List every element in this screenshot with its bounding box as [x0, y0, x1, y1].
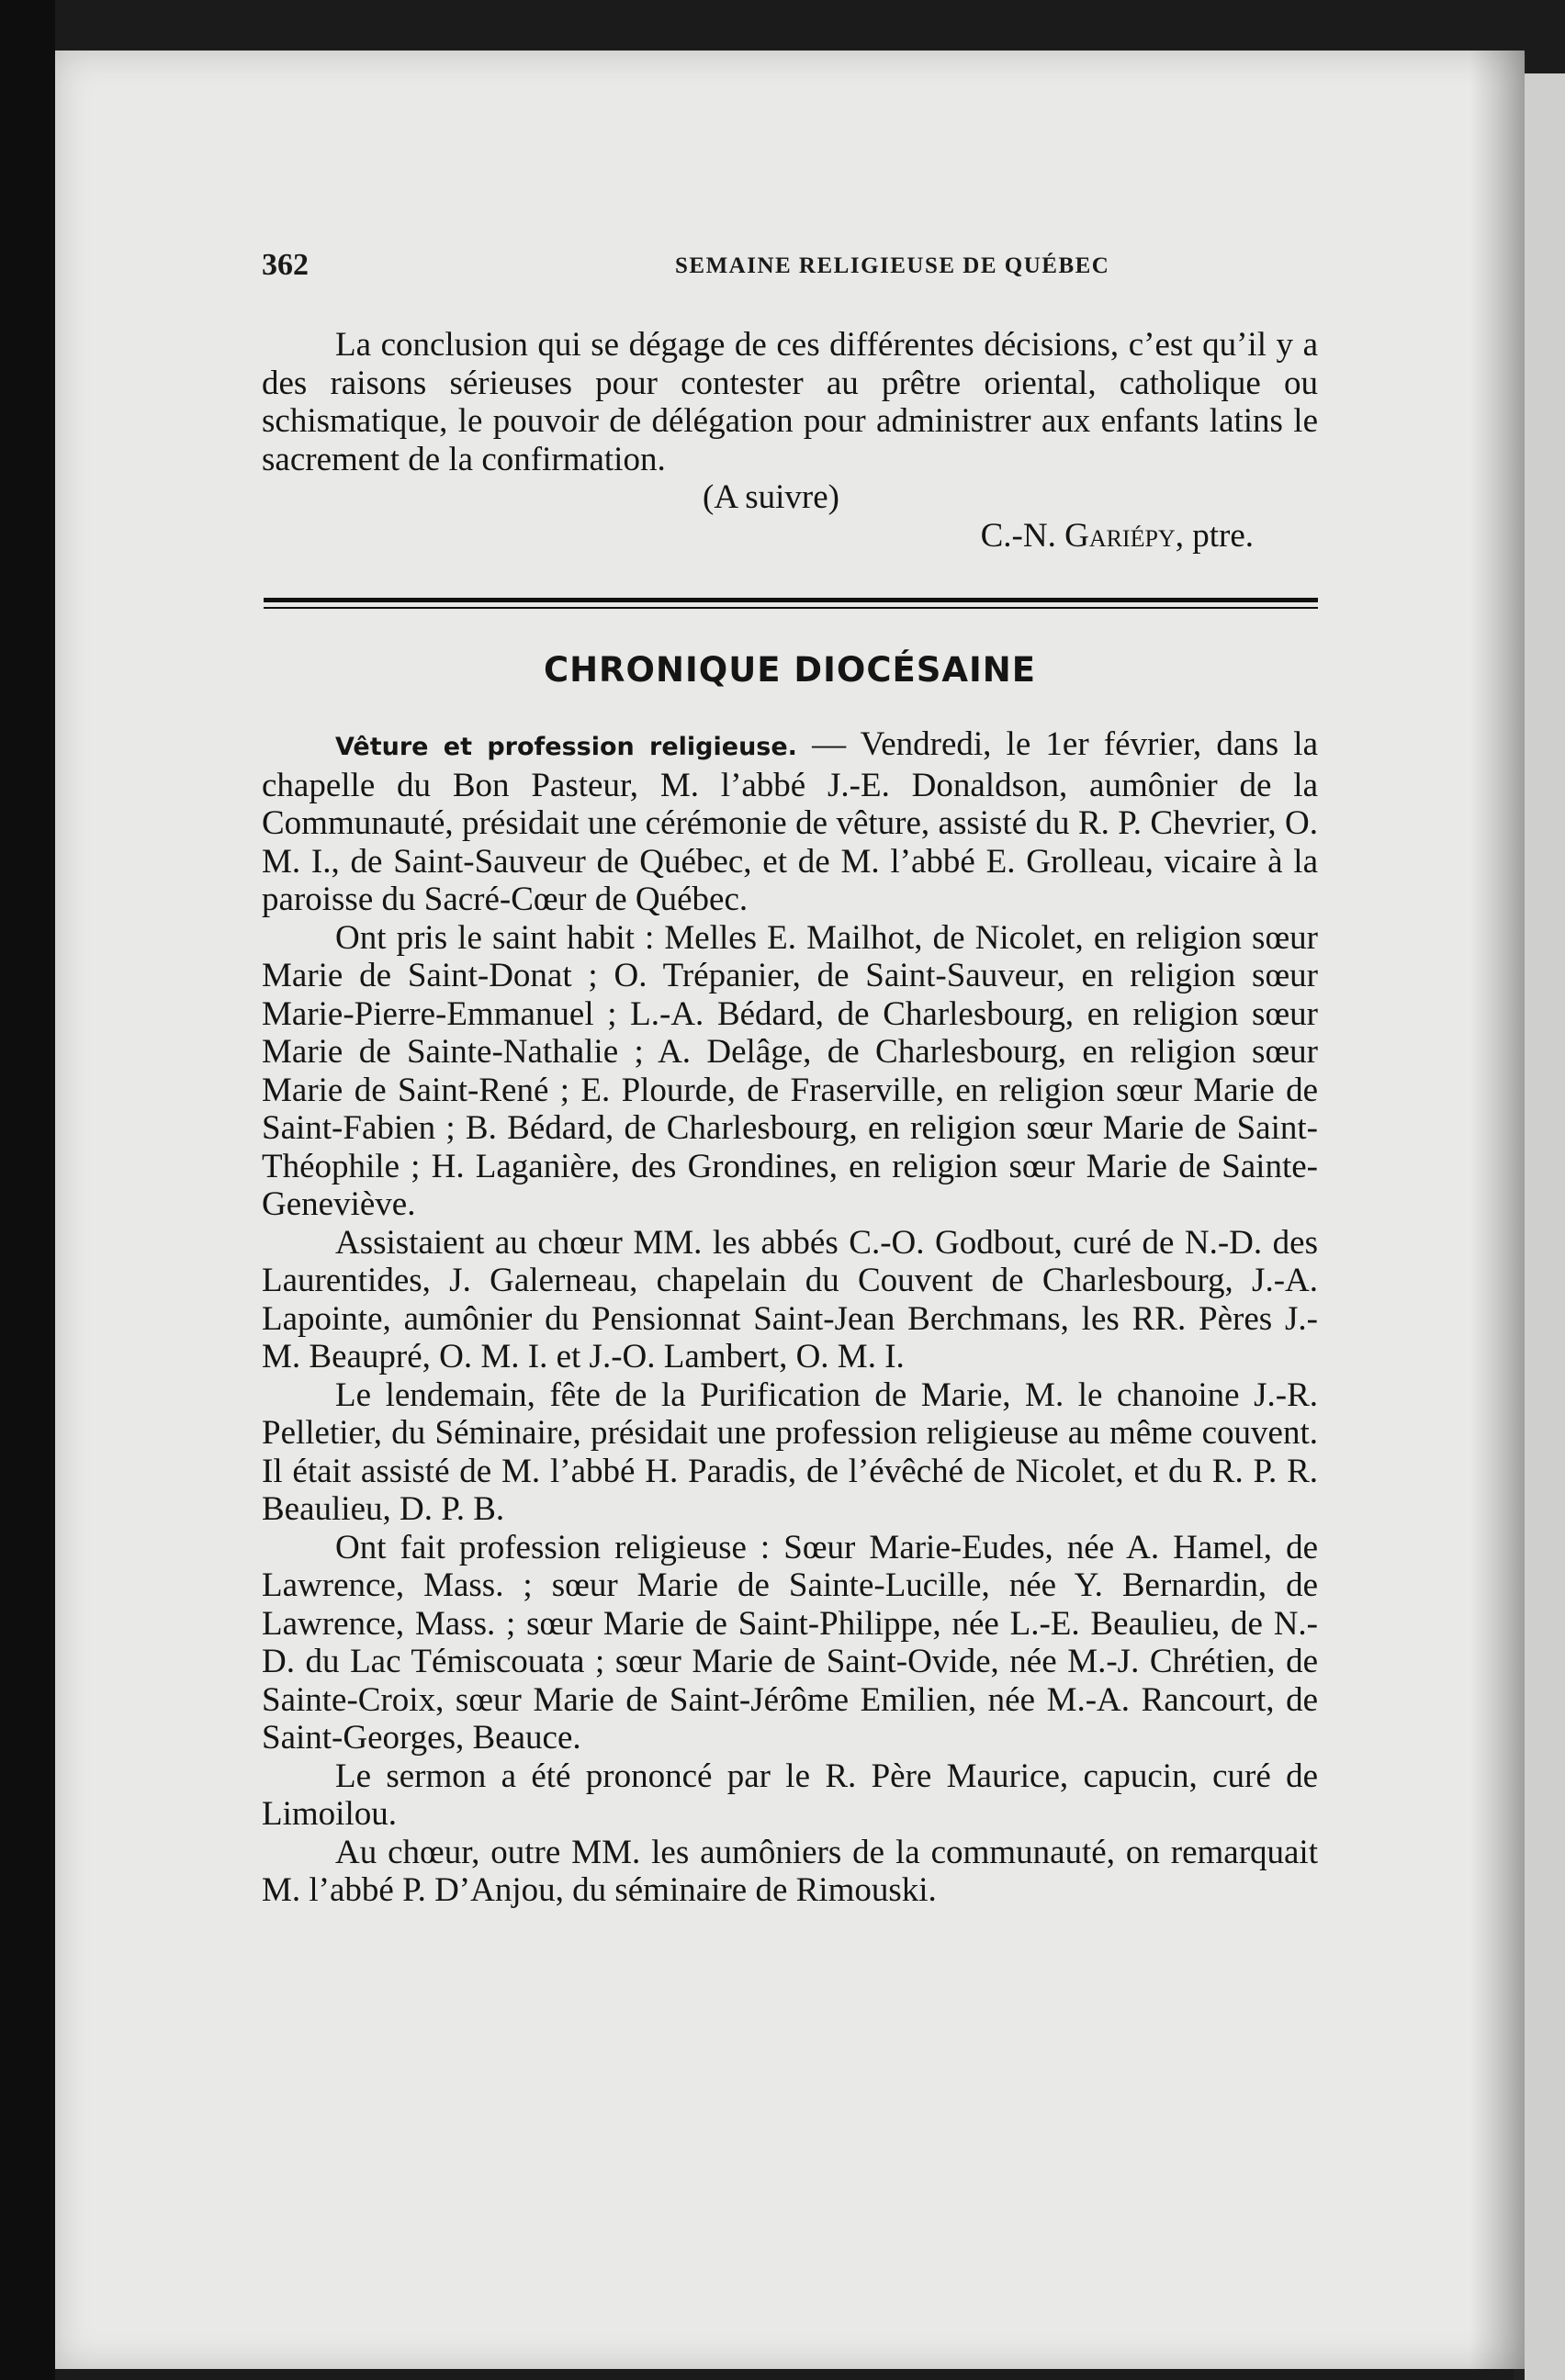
body-paragraph: Assistaient au chœur MM. les abbés C.-O. Godbout, curé de N.-D. des Laurentides, J. Galerneau, chapelain du Couvent de Charlesbourg, J.-A. Lapointe, aumônier du Pensionnat Saint-Jean Berchmans, les RR. Pères J.-M. Beaupré, O. M. I. et J.-O. Lambert, O. M. I. [262, 1223, 1318, 1375]
signature-suffix: , ptre. [1175, 516, 1254, 555]
signature-initials: C.-N. [980, 516, 1056, 555]
running-head [207, 248, 1323, 285]
first-paragraph-text: — Vendredi, le 1er février, dans la chapelle du Bon Pasteur, M. l’abbé J.-E. Donaldson, aumônier de la Communauté, présidait une cérémonie de vêture, assisté du R. P. Chevrier, O. M. I., de Saint-Sauveur de Québec, et de M. l’abbé E. Grolleau, vicaire à la paroisse du Sacré-Cœur de Québec. [262, 725, 1318, 918]
body-paragraph: Au chœur, outre MM. les aumôniers de la communauté, on remarquait M. l’abbé P. D’Anjou, du séminaire de Rimouski. [262, 1833, 1318, 1909]
previous-article-end [262, 326, 1318, 555]
page-shadow [1469, 51, 1525, 2369]
first-item-paragraph [262, 725, 1318, 919]
body-paragraph: Ont pris le saint habit : Melles E. Mailhot, de Nicolet, en religion sœur Marie de Saint-Donat ; O. Trépanier, de Saint-Sauveur, en religion sœur Marie-Pierre-Emmanuel ; L.-A. Bédard, de Charlesbourg, en religion sœur Marie de Sainte-Nathalie ; A. Delâge, de Charlesbourg, en religion sœur Marie de Saint-René ; E. Plourde, de Fraserville, en religion sœur Marie de Saint-Fabien ; B. Bédard, de Charlesbourg, en religion sœur Marie de Saint-Théophile ; H. Laganière, des Grondines, en religion sœur Marie de Sainte-Geneviève. [262, 918, 1318, 1223]
body-paragraph: Ont fait profession religieuse : Sœur Marie-Eudes, née A. Hamel, de Lawrence, Mass. ; sœur Marie de Sainte-Lucille, née Y. Bernardin, de Lawrence, Mass. ; sœur Marie de Saint-Philippe, née L.-E. Beaulieu, de N.-D. du Lac Témiscouata ; sœur Marie de Saint-Ovide, née M.-J. Chrétien, de Sainte-Croix, sœur Marie de Saint-Jérôme Emilien, née M.-A. Rancourt, de Saint-Georges, Beauce. [262, 1528, 1318, 1757]
item-title: Vêture et profession religieuse. [335, 733, 797, 761]
signature-name: Gariépy [1064, 516, 1176, 555]
film-edge [0, 0, 55, 2380]
running-title: SEMAINE RELIGIEUSE DE QUÉBEC [675, 253, 1110, 278]
page-number: 362 [262, 248, 309, 282]
section-divider-thick [264, 598, 1318, 602]
continuation-note: (A suivre) [703, 478, 839, 516]
author-signature [262, 517, 1318, 556]
chronicle-body [262, 725, 1318, 1910]
section-divider-thin [264, 607, 1318, 609]
closing-paragraph: La conclusion qui se dégage de ces différentes décisions, c’est qu’il y a des raisons sérieuses pour contester au prêtre oriental, catholique ou schismatique, le pouvoir de délégation pour administrer aux enfants latins le sacrement de la confirmation. [262, 326, 1318, 478]
body-paragraph: Le lendemain, fête de la Purification de Marie, M. le chanoine J.-R. Pelletier, du Séminaire, présidait une profession religieuse au même couvent. Il était assisté de M. l’abbé H. Paradis, de l’évêché de Nicolet, et du R. P. R. Beaulieu, D. P. B. [262, 1375, 1318, 1528]
body-paragraph: Le sermon a été prononcé par le R. Père Maurice, capucin, curé de Limoilou. [262, 1757, 1318, 1833]
section-heading: CHRONIQUE DIOCÉSAINE [543, 650, 1037, 690]
adjacent-page-edge [1525, 73, 1565, 2380]
